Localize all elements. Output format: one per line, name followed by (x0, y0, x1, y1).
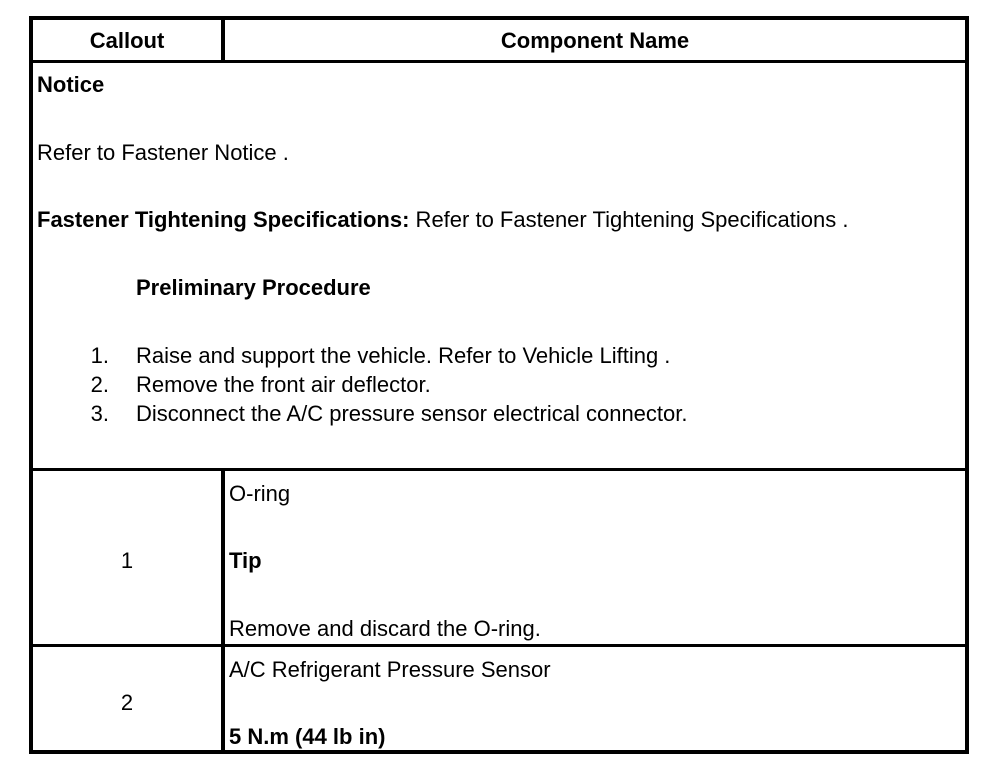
fastener-spec (37, 207, 848, 233)
step-number: 3. (90, 401, 109, 426)
tip-label: Tip (229, 548, 262, 573)
row-callout: 2 (120, 690, 134, 715)
rows-divider (221, 468, 225, 750)
row-divider-line (33, 644, 965, 647)
step-text: Disconnect the A/C pressure sensor electrical connector. (136, 401, 688, 426)
notice-bottom-line (33, 468, 965, 471)
preliminary-title: Preliminary Procedure (136, 275, 371, 300)
torque-spec: 5 N.m (44 lb in) (229, 724, 386, 749)
notice-text: Refer to Fastener Notice . (37, 140, 289, 165)
step-number: 2. (90, 372, 109, 397)
row-component-name: O-ring (229, 481, 291, 506)
step-text: Remove the front air deflector. (136, 372, 431, 397)
step-number: 1. (90, 343, 109, 368)
header-divider (221, 20, 225, 60)
tip-text: Remove and discard the O-ring. (229, 616, 541, 641)
component-table (29, 16, 969, 754)
row-callout: 1 (120, 548, 134, 573)
fastener-spec-label: Fastener Tightening Specifications: (37, 207, 410, 232)
header-bottom-line (33, 60, 965, 63)
header-callout: Callout (89, 28, 165, 53)
step-text: Raise and support the vehicle. Refer to Vehicle Lifting . (136, 343, 671, 368)
row-component-name: A/C Refrigerant Pressure Sensor (229, 657, 551, 682)
header-component-name: Component Name (500, 28, 690, 53)
notice-title: Notice (37, 72, 105, 97)
fastener-spec-text: Refer to Fastener Tightening Specifications . (409, 207, 849, 232)
